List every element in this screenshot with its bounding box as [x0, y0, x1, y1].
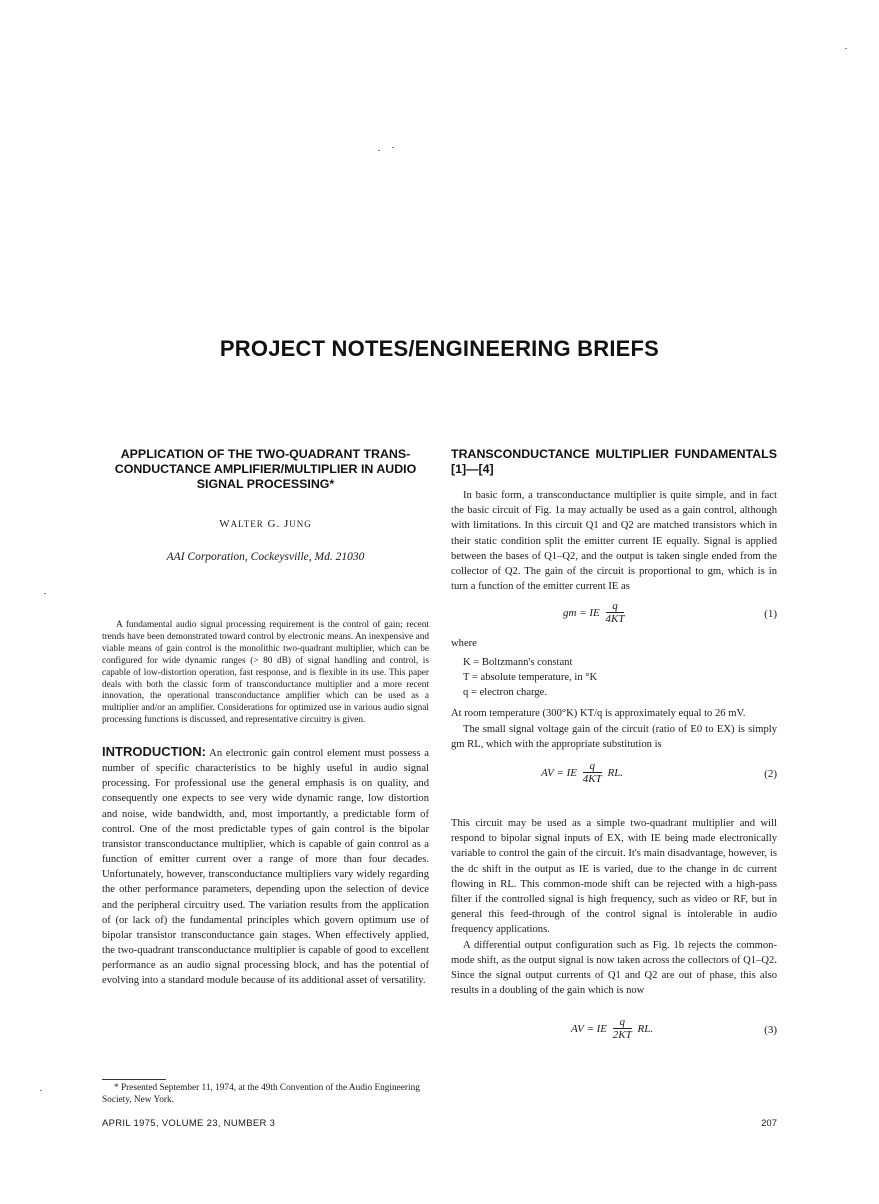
equation-3-lhs: AV = IE — [571, 1022, 607, 1035]
paragraph-basic-form: In basic form, a transconductance multiplier is quite simple, and in fact the basic circuit of Fig. 1a may actually be used as a gain control, although with limitations. In this circuit Q1 and Q2 are matched transistors which in their static condition split the emitter current IE equally. Signal is applied between the bases of Q1–Q2, and the output is taken single ended from the collector of Q2. The gain of the circuit is proportional to gm, which is in turn a function of the emitter current IE as — [451, 490, 777, 593]
equation-2-denominator: 4KT — [582, 773, 602, 786]
equation-3-number: (3) — [764, 1024, 777, 1037]
equation-2-fraction — [583, 760, 602, 785]
paragraph-room-temperature: At room temperature (300°K) KT/q is approximately equal to 26 mV. — [451, 708, 746, 720]
article-title: APPLICATION OF THE TWO-QUADRANT TRANS-CONDUCTANCE AMPLIFIER/MULTIPLIER IN AUDIO SIGNAL PROCESSING* — [114, 447, 417, 491]
abstract: A fundamental audio signal processing requirement is the control of gain; recent trends have been demonstrated toward control by electronic means. An inexpensive and viable means of gain control is the monolithic two-quadrant multiplier, which can be configured for wide dynamic ranges (> 80 dB) of signal handling and control, is capable of low-distortion operation, fast response, and is flexible in its use. This paper deals with both the classic form of transconductance multiplier and a more recent innovation, the operational transconductance amplifier which can be used as a multiplier and/or an amplifier. Considerations for optimized use in various audio signal processing functions is discussed, and representative circuitry is given. — [102, 620, 429, 726]
page-number: 207 — [761, 1118, 777, 1129]
equation-1 — [451, 600, 777, 632]
equation-2-number: (2) — [764, 768, 777, 781]
equation-2-rhs: RL. — [607, 766, 624, 779]
equation-3-numerator: q — [613, 1016, 632, 1029]
journal-issue: APRIL 1975, VOLUME 23, NUMBER 3 — [102, 1118, 276, 1129]
equation-2 — [451, 760, 777, 792]
section-heading-fundamentals: TRANSCONDUCTANCE MULTIPLIER FUNDAMENTALS [1]—[4] — [451, 447, 777, 476]
equation-1-numerator: q — [606, 600, 625, 613]
definition-item: K = Boltzmann's constant — [463, 657, 573, 669]
equation-1-denominator: 4KT — [605, 613, 625, 626]
scan-speck — [392, 147, 394, 148]
introduction-heading: INTRODUCTION: — [102, 744, 206, 759]
scan-speck — [845, 48, 847, 49]
scan-speck — [44, 593, 46, 594]
footnote-rule — [102, 1079, 166, 1080]
equation-3-rhs: RL. — [637, 1022, 654, 1035]
equation-1-lhs: gm = IE — [563, 606, 600, 619]
scan-speck — [378, 150, 380, 151]
scan-speck — [40, 1090, 42, 1091]
paragraph-two-quadrant: This circuit may be used as a simple two-quadrant multiplier and will respond to bipolar signal inputs of EX, with IE being made electronically variable to control the gain of the circuit. It's main disadvantage, however, is the dc shift in the output as IE is varied, due to the change in dc current flowing in RL. This common-mode shift can be rejected with a high-pass filter if the controlled signal is high frequency, such as video or RF, but in general this feed-through of the control signal is intolerable in audio frequency applications. — [451, 818, 777, 936]
equation-2-lhs: AV = IE — [541, 766, 577, 779]
author-first-initial: W — [219, 518, 231, 530]
author-middle: G. J — [267, 518, 290, 530]
footnote: * Presented September 11, 1974, at the 49th Convention of the Audio Engineering Society, New York. — [102, 1083, 420, 1105]
author-name — [102, 518, 429, 530]
equation-1-fraction — [606, 600, 625, 625]
equation-2-numerator: q — [583, 760, 602, 773]
author-first-rest: ALTER — [230, 519, 264, 529]
definition-item: T = absolute temperature, in °K — [463, 672, 598, 684]
equation-3-fraction — [613, 1016, 632, 1041]
introduction — [102, 744, 429, 989]
equation-3 — [451, 1016, 777, 1048]
paragraph-small-signal: The small signal voltage gain of the circuit (ratio of E0 to EX) is simply gm RL, which with the appropriate substitution is — [451, 723, 777, 750]
definition-item: q = electron charge. — [463, 687, 548, 699]
right-column-body — [451, 488, 777, 1048]
equation-1-number: (1) — [764, 608, 777, 621]
section-title: PROJECT NOTES/ENGINEERING BRIEFS — [219, 336, 660, 361]
where-label: where — [451, 638, 477, 650]
author-affiliation: AAI Corporation, Cockeysville, Md. 21030 — [166, 551, 365, 563]
author-last-rest: UNG — [289, 519, 312, 529]
definitions-list — [451, 655, 777, 700]
equation-3-denominator: 2KT — [612, 1029, 632, 1042]
paragraph-differential-output: A differential output configuration such as Fig. 1b rejects the common-mode shift, as the output signal is now taken across the collectors of Q1–Q2. Since the signal output currents of Q1 and Q2 are out of phase, this also results in a doubling of the gain which is now — [451, 939, 777, 997]
introduction-text: An electronic gain control element must possess a number of specific characteristics to be highly useful in audio signal processing. For professional use the general emphasis is on quality, and consequently one expects to see very wide dynamic range, low distortion and noise, wide bandwidth, and, most importantly, a predictable form of control. One of the most predictable types of gain control is the bipolar transistor transconductance multiplier, which is capable of gain control as a function of emitter current over a range of more than four decades. Unfortunately, however, transconductance multipliers vary widely regarding the other performance parameters, depending upon the selection of device and the peripheral circuitry used. The variation results from the application of (or lack of) the fundamental principles which govern optimum use of bipolar transistor transconductance gain stages. When effectively applied, the two-quadrant transconductance multiplier is capable of good to excellent performance as an audio signal processing block, and has the potential of evolving into a standard module because of its additional asset of versatility. — [102, 748, 429, 987]
